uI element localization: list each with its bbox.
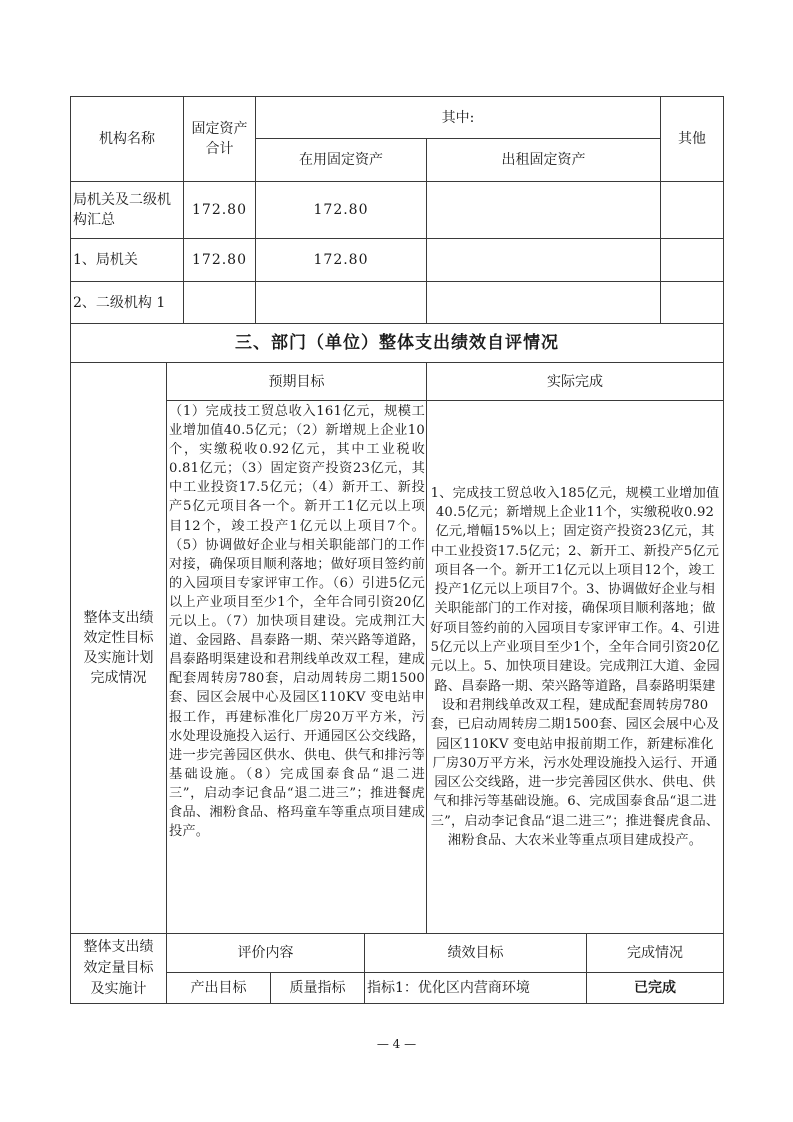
- col-target-header: 绩效目标: [447, 945, 504, 961]
- quant-category: 产出目标: [190, 980, 247, 996]
- qualitative-row-label: [71, 363, 166, 933]
- header-rented: 出租固定资产: [501, 152, 586, 168]
- row-total: 172.80: [192, 202, 247, 218]
- row-name: 1、局机关: [73, 252, 138, 268]
- row-other: [661, 282, 723, 323]
- header-total: [184, 97, 255, 181]
- page-number: — 4 —: [376, 1037, 417, 1051]
- header-in-use: 在用固定资产: [299, 152, 383, 168]
- row-other: [661, 239, 723, 281]
- row-total: [184, 282, 255, 323]
- header-of-which: 其中:: [441, 109, 475, 126]
- row-rented: [427, 282, 660, 323]
- row-total: 172.80: [192, 252, 247, 268]
- row-other: [661, 182, 723, 238]
- qualitative-row-label-text: 整体支出绩效定性目标及实施计划完成情况: [83, 610, 154, 686]
- col-status-header: 完成情况: [627, 945, 683, 961]
- col-expected-header: 预期目标: [268, 373, 325, 390]
- quant-indicator-type: 质量指标: [289, 980, 346, 996]
- row-in-use: [256, 282, 426, 323]
- section-title: 三、部门（单位）整体支出绩效自评情况: [235, 333, 559, 353]
- header-org-name: 机构名称: [99, 131, 155, 147]
- row-rented: [427, 182, 660, 238]
- quant-target: 指标1：优化区内营商环境: [367, 980, 530, 996]
- col-eval-header: 评价内容: [237, 945, 294, 961]
- row-rented: [427, 239, 660, 281]
- row-in-use: 172.80: [313, 252, 369, 268]
- row-name: 2、二级机构 1: [73, 294, 166, 311]
- col-actual-header: 实际完成: [547, 373, 603, 390]
- row-in-use: 172.80: [313, 202, 369, 218]
- expected-text: （1）完成技工贸总收入161亿元，规模工业增加值40.5亿元；（2）新增规上企业10个，实缴税收0.92亿元，其中工业税收0.81亿元；（3）固定资产投资23亿元，其中工业投资17.5亿元；（4）新开工、新投产5亿元项目各一个。新开工1亿元以上项目12个，竣工投产1亿元以上项目7个。（5）协调做好企业与相关职能部门的工作对接，确保项目顺利落地；做好项目签约前的入园项目专家评审工作。（6）引进5亿元以上产业项目至少1个，全年合同引资20亿元以上。（7）加快项目建设。完成荆江大道、金园路、昌泰路一期、荣兴路等道路，昌泰路明渠建设和君荆线单改双工程，建成配套周转房780套，启动周转房二期1500套、园区会展中心及园区110KV 变电站申报工作，再建标准化厂房20万平方米，污水处理设施投入运行、开通园区公交线路，进一步完善园区供水、供电、供气和排污等基础设施。（8）完成国泰食品“退二进三”，启动李记食品“退二进三”；推进餐虎食品、湘粉食品、格玛童车等重点项目建成投产。: [169, 404, 425, 840]
- quantitative-row-label-text: 整体支出绩效定量目标及实施计: [83, 939, 154, 997]
- header-total-text: 固定资产合计: [191, 121, 248, 157]
- quant-status: 已完成: [634, 980, 676, 996]
- row-name: 局机关及二级机构汇总: [73, 192, 171, 228]
- actual-text: 1、完成技工贸总收入185亿元，规模工业增加值40.5亿元；新增规上企业11个，实缴税收0.92亿元,增幅15%以上；固定资产投资23亿元，其中工业投资17.5亿元；2、新开工、新投产5亿元项目各一个。新开工1亿元以上项目12个，竣工投产1亿元以上项目7个。3、协调做好企业与相关职能部门的工作对接，确保项目顺利落地；做好项目签约前的入园项目专家评审工作。4、引进5亿元以上产业项目至少1个，全年合同引资20亿元以上。5、加快项目建设。完成荆江大道、金园路、昌泰路一期、荣兴路等道路，昌泰路明渠建设和君荆线单改双工程，建成配套周转房780套，已启动周转房二期1500套、园区会展中心及园区110KV 变电站申报前期工作，新建标准化厂房30万平方米，污水处理设施投入运行、开通园区公交线路，进一步完善园区供水、供电、供气和排污等基础设施。6、完成国泰食品“退二进三”，启动李记食品“退二进三”；推进餐虎食品、湘粉食品、大农米业等重点项目建成投产。: [430, 485, 720, 849]
- actual-text-wrap: [428, 401, 722, 933]
- quantitative-row-label: [71, 934, 166, 1003]
- header-other: 其他: [678, 131, 706, 147]
